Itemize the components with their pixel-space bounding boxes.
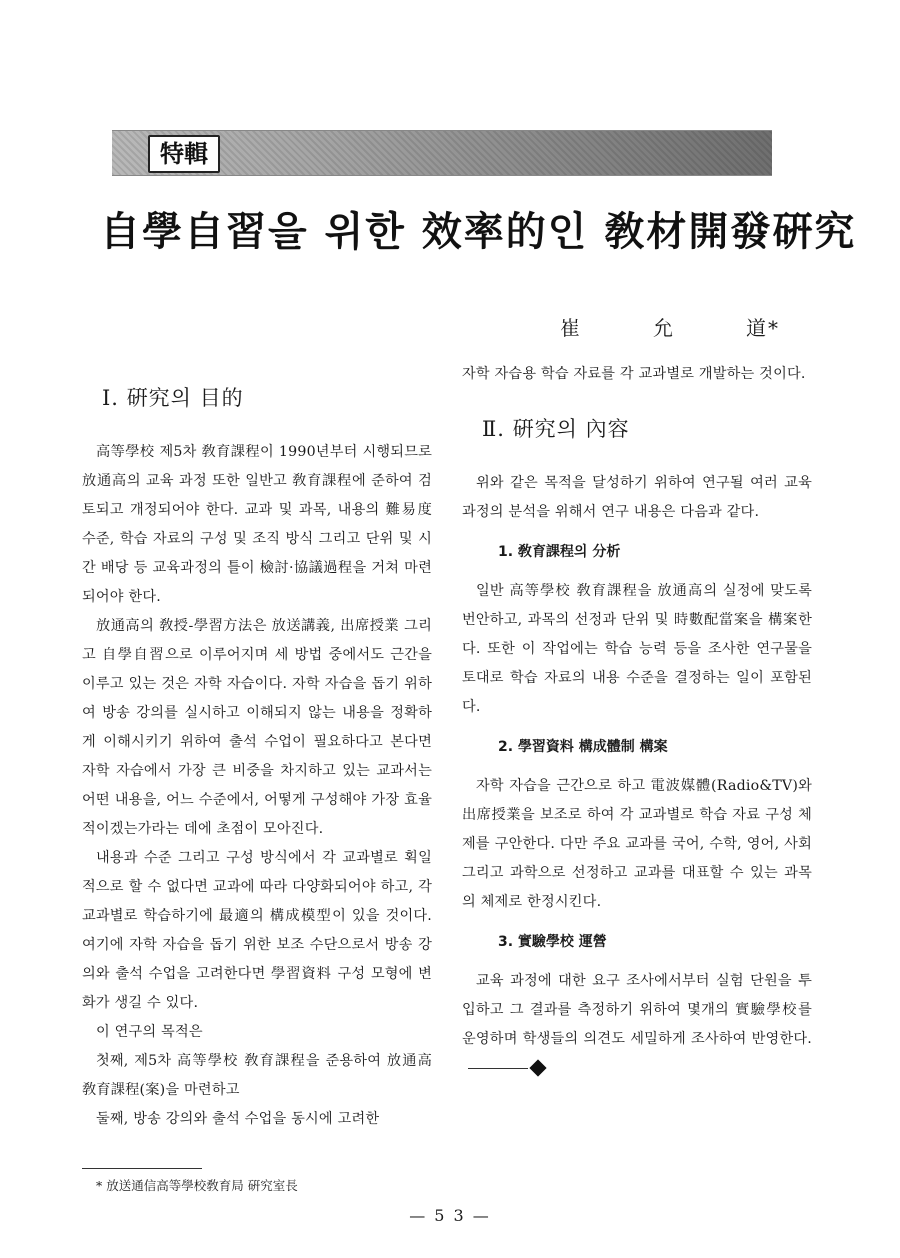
paragraph: 내용과 수준 그리고 구성 방식에서 각 교과별로 획일적으로 할 수 없다면 교과에 따라 다양화되어야 하고, 각 교과별로 학습하기에 最適의 構成模型이 있을 것이다. 여기에 자학 자습을 돕기 위한 보조 수단으로서 방송 강의와 출석 수업을 고려한다면 學習資料 구성 모형에 변화가 생길 수 있다.	[82, 850, 432, 1011]
page-number: — 5 3 —	[409, 1206, 491, 1225]
paragraph	[462, 967, 812, 1083]
paragraph-text: 교육 과정에 대한 요구 조사에서부터 실험 단원을 투입하고 그 결과를 측정하기 위하여 몇개의 實驗學校를 운영하며 학생들의 의견도 세밀하게 조사하여 반영한다.	[462, 973, 812, 1047]
section-2-title: Ⅱ. 硏究의 內容	[482, 417, 630, 441]
subsection-1-title: 1. 敎育課程의 分析	[498, 544, 621, 560]
paragraph: 첫째, 제5차 高等學校 敎育課程을 준용하여 放通高 敎育課程(案)을 마련하고	[82, 1053, 432, 1098]
end-dash	[468, 1068, 528, 1069]
footnote: * 放送通信高等學校敎育局 硏究室長	[96, 1178, 298, 1193]
left-column	[82, 360, 432, 1134]
paragraph: 자학 자습을 근간으로 하고 電波媒體(Radio&TV)와 出席授業을 보조로 하여 각 교과별로 학습 자료 구성 체제를 구안한다. 다만 주요 교과를 국어, 수학, 영어, 사회 그리고 과학으로 선정하고 교과를 대표할 수 있는 과목의 체제로 한정시킨다.	[462, 778, 812, 910]
end-mark-icon	[530, 1060, 547, 1077]
subsection-2-title: 2. 學習資料 構成體制 構案	[498, 739, 668, 755]
author-char-1: 崔	[560, 316, 582, 340]
author-name	[560, 312, 780, 341]
paragraph: 위와 같은 목적을 달성하기 위하여 연구될 여러 교육 과정의 분석을 위해서 연구 내용은 다음과 같다.	[462, 475, 812, 520]
paragraph: 高等學校 제5차 敎育課程이 1990년부터 시행되므로 放通高의 교육 과정 또한 일반고 敎育課程에 준하여 검토되고 개정되어야 한다. 교과 및 과목, 내용의 難易度 수준, 학습 자료의 구성 및 조직 방식 그리고 단위 및 시간 배당 등 교육과정의 틀이 檢討·協議過程을 거쳐 마련되어야 한다.	[82, 444, 432, 605]
footnote-rule	[82, 1168, 202, 1169]
feature-banner	[112, 130, 772, 176]
paragraph: 이 연구의 목적은	[96, 1024, 203, 1040]
paragraph: 放通高의 敎授-學習方法은 放送講義, 出席授業 그리고 自學自習으로 이루어지며 세 방법 중에서도 근간을 이루고 있는 것은 자학 자습이다. 자학 자습을 돕기 위하여 방송 강의를 실시하고 이해되지 않는 내용을 정확하게 이해시키기 위하여 출석 수업이 필요하다고 본다면 자학 자습에서 가장 큰 비중을 차지하고 있는 교과서는 어떤 내용을, 어느 수준에서, 어떻게 구성해야 가장 효율적이겠는가라는 데에 초점이 모아진다.	[82, 618, 432, 837]
right-column	[462, 360, 812, 1083]
article-title: 自學自習을 위한 效率的인 敎材開發硏究	[100, 208, 857, 255]
author-char-3: 道*	[746, 316, 780, 340]
section-1-title: Ⅰ. 硏究의 目的	[102, 386, 244, 410]
author-char-2: 允	[653, 316, 675, 340]
paragraph: 일반 高等學校 敎育課程을 放通高의 실정에 맞도록 번안하고, 과목의 선정과 단위 및 時數配當案을 構案한다. 또한 이 작업에는 학습 능력 등을 조사한 연구물을 토대로 학습 자료의 내용 수준을 결정하는 일이 포함된다.	[462, 583, 812, 715]
subsection-3-title: 3. 實驗學校 運營	[498, 934, 607, 950]
paragraph: 자학 자습용 학습 자료를 각 교과별로 개발하는 것이다.	[462, 366, 806, 382]
paragraph: 둘째, 방송 강의와 출석 수업을 동시에 고려한	[96, 1111, 380, 1127]
feature-tag: 特輯	[148, 135, 220, 173]
